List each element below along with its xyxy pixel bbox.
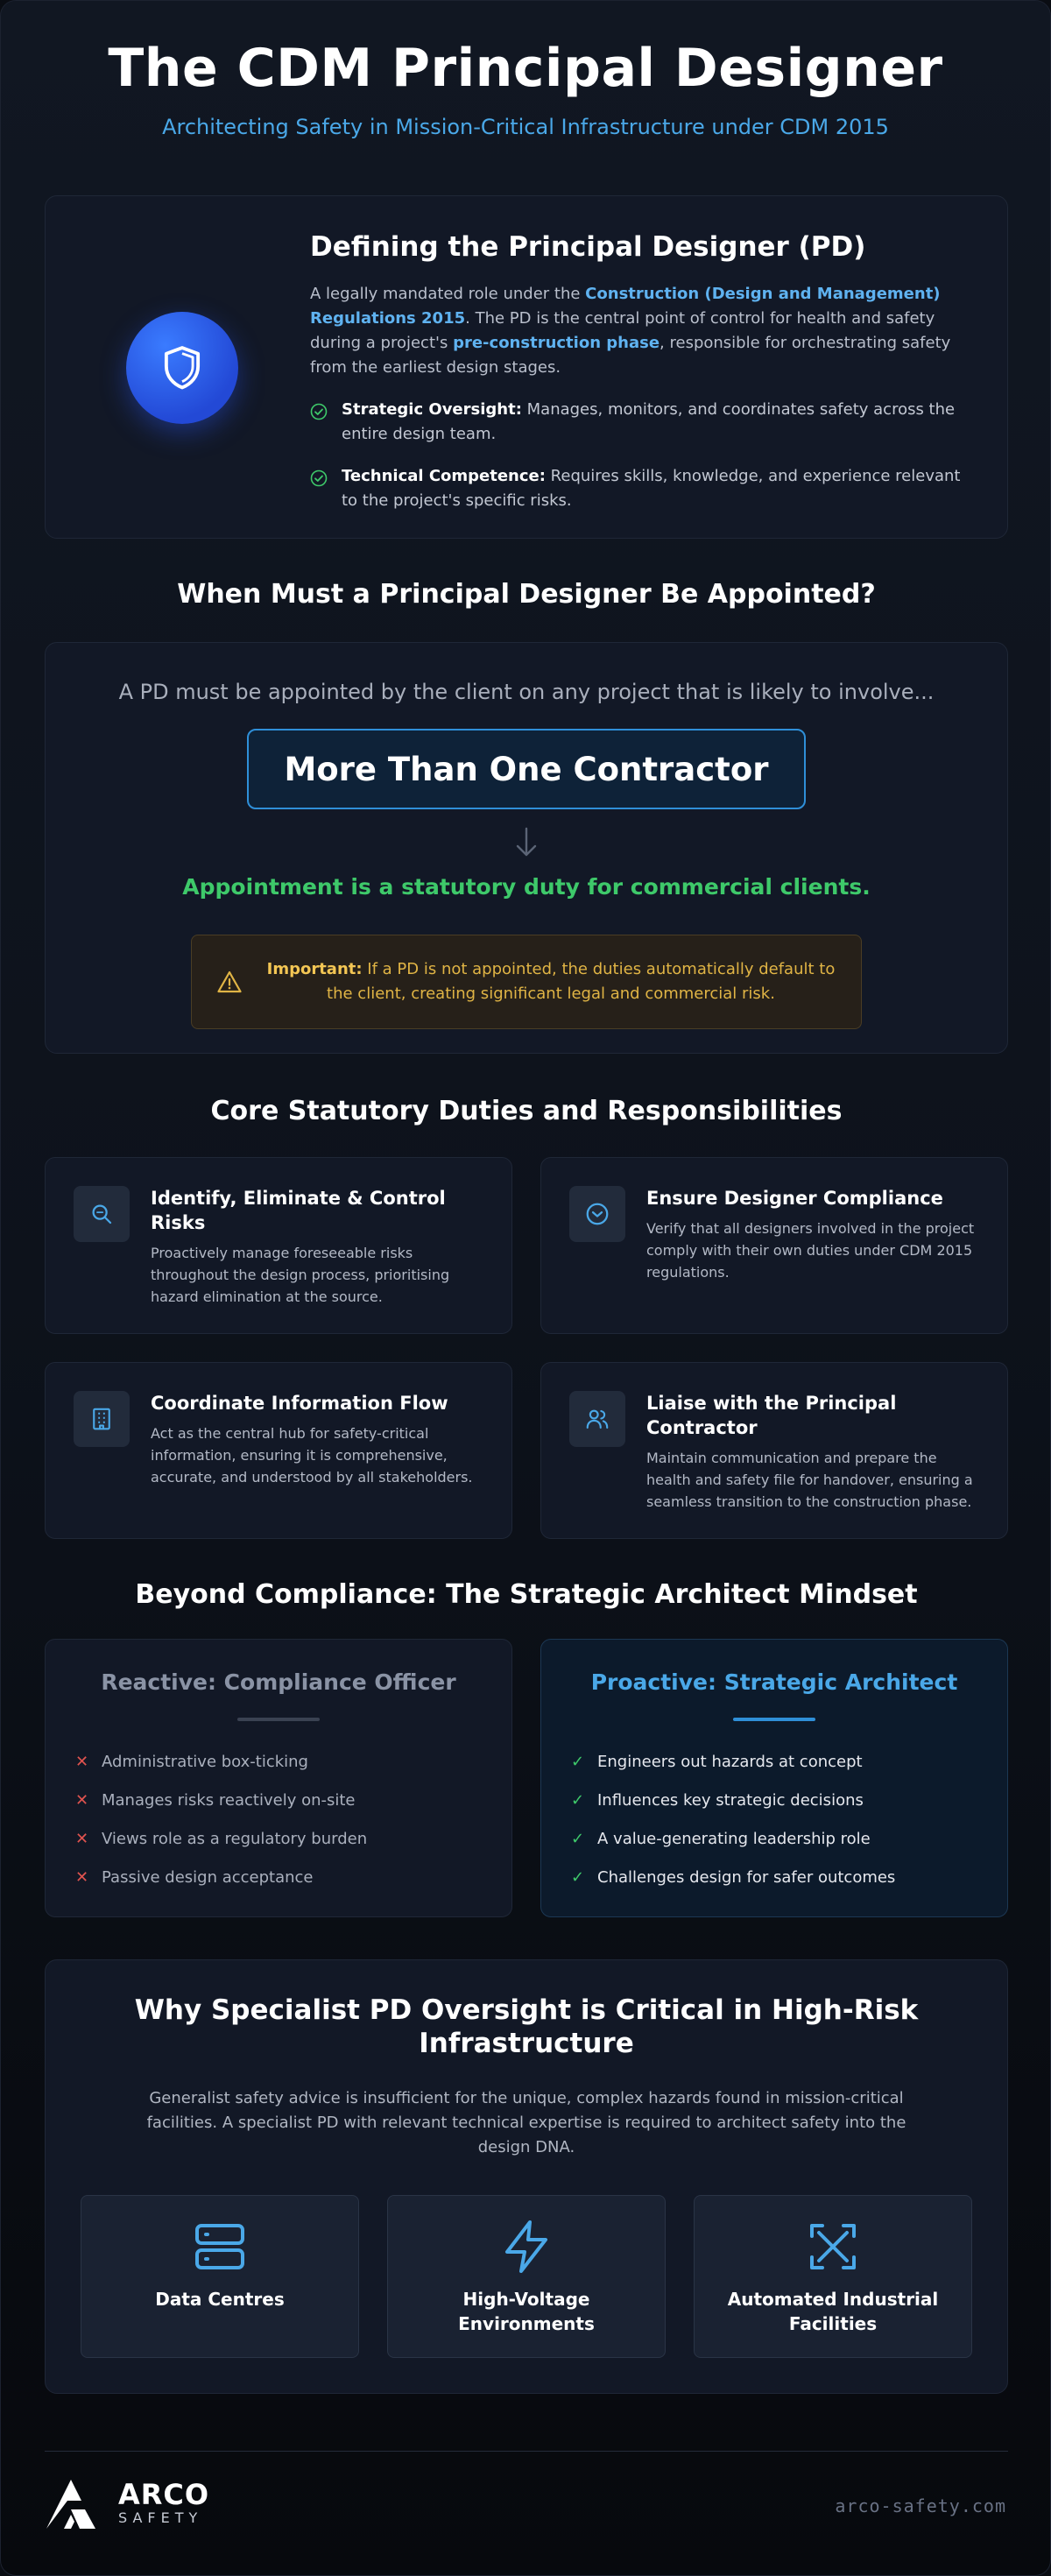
reactive-item <box>75 1781 511 1819</box>
bullet-desc: Requires skills, knowledge, and experience relevant to the project's specific risks. <box>342 467 961 510</box>
proactive-item <box>571 1858 1007 1896</box>
logo-subtitle: SAFETY <box>118 2509 203 2526</box>
duty-description: Act as the central hub for safety-critical information, ensuring it is comprehensive, accurate, and understood by all stakeholders. <box>151 1425 473 1486</box>
bullet-label: Technical Competence: <box>342 467 546 485</box>
definition-card <box>45 195 1008 539</box>
shield-badge <box>126 312 238 424</box>
cross-icon: ✕ <box>75 1867 89 1887</box>
proactive-title: Proactive: Strategic Architect <box>590 1669 958 1695</box>
important-text <box>265 957 836 1006</box>
important-label: Important: <box>266 960 363 978</box>
proactive-item <box>571 1819 1007 1858</box>
users-icon <box>584 1406 610 1432</box>
page-title: The CDM Principal Designer <box>108 38 943 99</box>
down-arrow <box>46 825 1007 860</box>
important-notice <box>191 935 862 1029</box>
appointment-lead: A PD must be appointed by the client on any project that is likely to involve... <box>118 680 935 704</box>
cross-icon: ✕ <box>75 1790 89 1810</box>
check-icon: ✓ <box>571 1790 585 1810</box>
bullet-text <box>342 398 976 447</box>
header <box>1 1 1050 139</box>
bullet-text <box>342 464 976 513</box>
search-icon <box>88 1201 115 1227</box>
proactive-item-text: Challenges design for safer outcomes <box>597 1867 896 1887</box>
bullet-strategic-oversight <box>310 398 976 447</box>
cdm-regulations-highlight: Construction (Design and Management) Regulations 2015 <box>310 285 941 328</box>
page-subtitle: Architecting Safety in Mission-Critical Infrastructure under CDM 2015 <box>162 115 889 139</box>
duty-description: Maintain communication and prepare the health and safety file for handover, ensuring a seamless transition to the construction phase. <box>646 1450 973 1510</box>
lightning-icon <box>498 2219 554 2275</box>
sector-label: High-Voltage Environments <box>458 2289 595 2334</box>
proactive-item-text: Engineers out hazards at concept <box>597 1752 863 1771</box>
duty-title: Coordinate Information Flow <box>151 1393 448 1414</box>
statutory-duty-text: Appointment is a statutory duty for commercial clients. <box>182 874 871 900</box>
cross-icon: ✕ <box>75 1752 89 1771</box>
bullet-technical-competence <box>310 464 976 513</box>
warning-icon <box>216 970 243 994</box>
bullet-desc: Manages, monitors, and coordinates safety across the entire design team. <box>342 400 956 443</box>
duty-card-designer-compliance <box>540 1157 1008 1334</box>
check-icon: ✓ <box>571 1829 585 1848</box>
proactive-column <box>540 1639 1008 1917</box>
definition-text-1: A legally mandated role under the <box>310 285 586 303</box>
proactive-item-text: Influences key strategic decisions <box>597 1790 864 1810</box>
reactive-item <box>75 1742 511 1781</box>
arrow-down-icon <box>512 825 540 860</box>
duty-title: Liaise with the Principal Contractor <box>646 1393 897 1438</box>
compass-icon <box>584 1201 610 1227</box>
duty-card-identify-risks <box>45 1157 512 1334</box>
duty-icon-box <box>74 1186 130 1242</box>
mindset-section-title: Beyond Compliance: The Strategic Architect Mindset <box>135 1579 918 1610</box>
contractor-highlight-box: More Than One Contractor <box>247 729 806 809</box>
duty-icon-box <box>74 1391 130 1447</box>
definition-text-2: . The PD is the central point of control for health and safety during a project's <box>310 309 935 352</box>
important-body: If a PD is not appointed, the duties automatically default to the client, creating significant legal and commercial risk. <box>327 960 836 1003</box>
reactive-item-text: Views role as a regulatory burden <box>102 1829 368 1848</box>
reactive-item-text: Passive design acceptance <box>102 1867 314 1887</box>
duty-title: Identify, Eliminate & Control Risks <box>151 1188 446 1233</box>
duty-card-principal-contractor <box>540 1362 1008 1539</box>
definition-title: Defining the Principal Designer (PD) <box>310 231 866 263</box>
logo-name: ARCO <box>118 2478 210 2511</box>
proactive-list <box>571 1742 1007 1896</box>
proactive-item-text: A value-generating leadership role <box>597 1829 871 1848</box>
reactive-item-text: Administrative box-ticking <box>102 1752 308 1771</box>
reactive-title: Reactive: Compliance Officer <box>101 1669 456 1695</box>
check-circle-icon <box>310 403 328 420</box>
proactive-item <box>571 1742 1007 1781</box>
sector-data-centres <box>81 2195 359 2358</box>
sector-high-voltage <box>387 2195 666 2358</box>
why-specialist-card <box>45 1959 1008 2394</box>
sector-label: Data Centres <box>155 2289 285 2310</box>
building-icon <box>88 1406 115 1432</box>
pre-construction-highlight: pre-construction phase <box>453 334 660 352</box>
proactive-item <box>571 1781 1007 1819</box>
footer-divider <box>45 2451 1008 2452</box>
duty-description: Proactively manage foreseeable risks throughout the design process, prioritising hazard elimination at the source. <box>151 1245 450 1305</box>
reactive-item <box>75 1819 511 1858</box>
check-icon: ✓ <box>571 1867 585 1887</box>
duties-section-title: Core Statutory Duties and Responsibilities <box>210 1096 843 1126</box>
definition-paragraph <box>310 282 976 380</box>
proactive-divider <box>733 1718 815 1721</box>
why-paragraph: Generalist safety advice is insufficient for the unique, complex hazards found in mission-critical facilities. A specialist PD with relevant technical expertise is required to architect safety into the design DNA. <box>146 2089 906 2156</box>
reactive-divider <box>237 1718 320 1721</box>
definition-text <box>310 231 976 513</box>
why-title: Why Specialist PD Oversight is Critical in High-Risk Infrastructure <box>134 1994 919 2059</box>
sector-automated-industrial <box>694 2195 972 2358</box>
sector-label: Automated Industrial Facilities <box>727 2289 939 2334</box>
arco-logo-icon <box>45 2476 106 2530</box>
check-icon: ✓ <box>571 1752 585 1771</box>
check-circle-icon <box>310 469 328 487</box>
duty-title: Ensure Designer Compliance <box>646 1188 943 1209</box>
arco-logo[interactable] <box>45 2476 209 2530</box>
server-icon <box>192 2219 248 2275</box>
appointment-card <box>45 642 1008 1054</box>
bullet-label: Strategic Oversight: <box>342 400 522 419</box>
shield-icon <box>157 342 208 393</box>
appointment-section-title: When Must a Principal Designer Be Appointed? <box>177 579 876 610</box>
definition-text-3: , responsible for orchestrating safety from the earliest design stages. <box>310 334 951 377</box>
reactive-column <box>45 1639 512 1917</box>
reactive-item <box>75 1858 511 1896</box>
reactive-list <box>75 1742 511 1896</box>
robot-arm-icon <box>805 2219 861 2275</box>
website-link[interactable]: arco-safety.com <box>835 2495 1006 2516</box>
cross-icon: ✕ <box>75 1829 89 1848</box>
reactive-item-text: Manages risks reactively on-site <box>102 1790 356 1810</box>
duty-description: Verify that all designers involved in the project comply with their own duties under CDM 2015 regulations. <box>646 1220 975 1281</box>
duty-icon-box <box>569 1186 625 1242</box>
duty-card-information-flow <box>45 1362 512 1539</box>
duty-icon-box <box>569 1391 625 1447</box>
